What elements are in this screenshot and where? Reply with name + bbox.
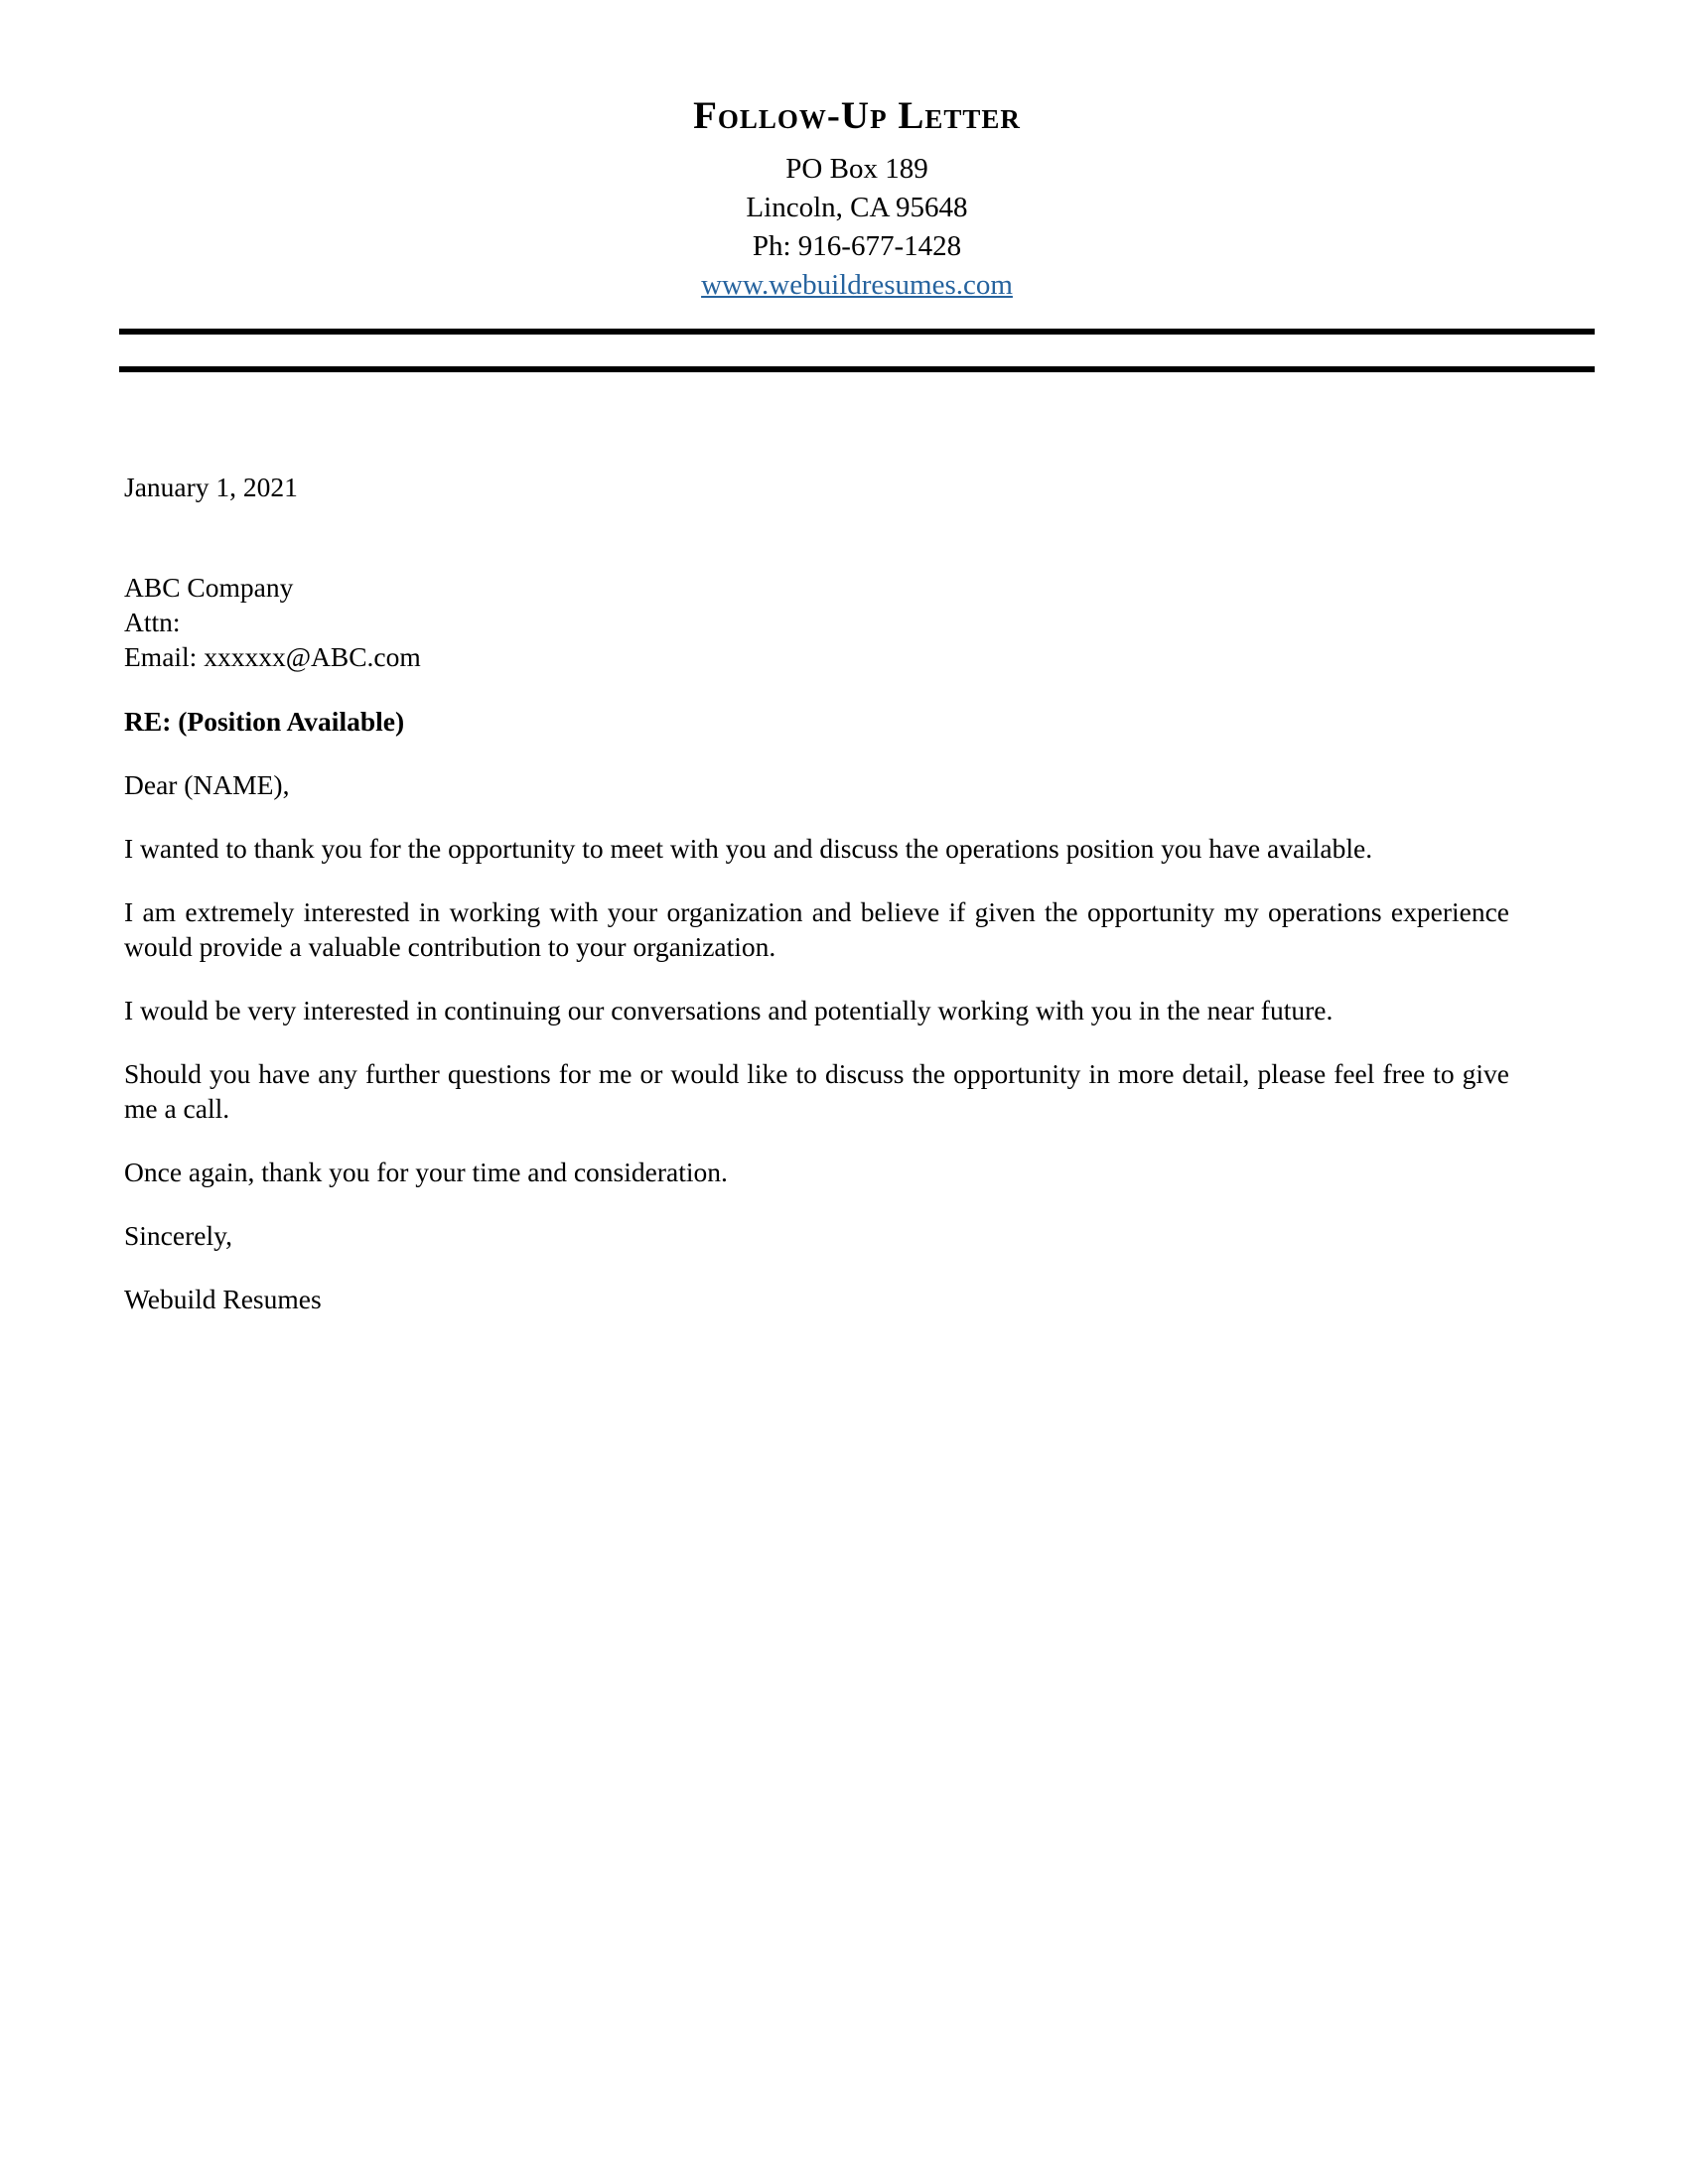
letterhead-title: Follow-Up Letter [693, 94, 1021, 137]
letterhead [119, 95, 1595, 305]
letter-body [124, 470, 1509, 1316]
closing: Sincerely, [124, 1219, 232, 1251]
body-paragraph-1: I wanted to thank you for the opportunity to meet with you and discuss the operations position you have available. [124, 832, 1373, 864]
salutation: Dear (NAME), [124, 768, 290, 800]
recipient-company: ABC Company [124, 571, 294, 603]
letterhead-website-line [119, 266, 1595, 305]
bottom-divider-rule [119, 366, 1595, 372]
body-paragraph-3: I would be very interested in continuing our conversations and potentially working with you in the near future. [124, 994, 1334, 1025]
recipient-block [124, 570, 1509, 674]
subject-line: RE: (Position Available) [124, 705, 405, 737]
letterhead-phone: Ph: 916-677-1428 [752, 229, 962, 262]
letter-date: January 1, 2021 [124, 471, 298, 502]
top-divider-rule [119, 329, 1595, 335]
recipient-attn: Attn: [124, 606, 181, 637]
letterhead-website-link[interactable]: www.webuildresumes.com [701, 268, 1013, 301]
body-paragraph-5: Once again, thank you for your time and consideration. [124, 1156, 728, 1187]
body-paragraph-2: I am extremely interested in working with your organization and believe if given the opportunity my operations experience would provide a valuable contribution to your organization. [124, 895, 1509, 962]
recipient-email: Email: xxxxxx@ABC.com [124, 640, 421, 672]
body-paragraph-4: Should you have any further questions for me or would like to discuss the opportunity in more detail, please feel free to give me a call. [124, 1057, 1509, 1124]
signature: Webuild Resumes [124, 1283, 322, 1314]
letterhead-address-line2: Lincoln, CA 95648 [746, 191, 968, 223]
letterhead-address-line1: PO Box 189 [785, 152, 928, 185]
